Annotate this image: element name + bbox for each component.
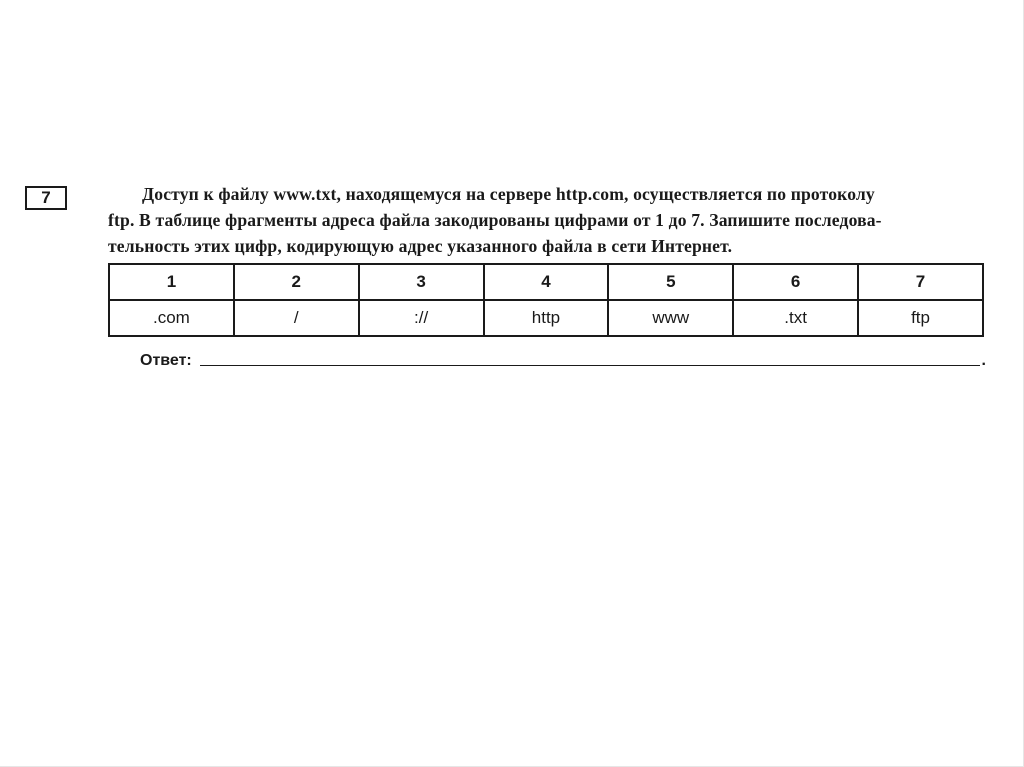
code-table-header-6: 6 (733, 264, 858, 300)
code-table-cell-4: http (484, 300, 609, 336)
code-table-value-row (109, 300, 983, 336)
task-text-line-2: ftp. В таблице фрагменты адреса файла закодированы цифрами от 1 до 7. Запишите последова- (108, 210, 882, 230)
code-table-header-row (109, 264, 983, 300)
code-table-cell-5: www (608, 300, 733, 336)
code-table (108, 263, 984, 337)
answer-line[interactable] (200, 364, 980, 366)
code-table-header-5: 5 (608, 264, 733, 300)
code-table-header-3: 3 (359, 264, 484, 300)
code-table-header-7: 7 (858, 264, 983, 300)
code-table-header-4: 4 (484, 264, 609, 300)
answer-label: Ответ: (140, 352, 192, 369)
code-table-cell-7: ftp (858, 300, 983, 336)
code-table-cell-6: .txt (733, 300, 858, 336)
answer-row (140, 346, 986, 370)
task-text-line-3: тельность этих цифр, кодирующую адрес указанного файла в сети Интернет. (108, 236, 733, 256)
code-table-cell-3: :// (359, 300, 484, 336)
answer-end-mark: . (981, 352, 986, 369)
task-text-line-1: Доступ к файлу www.txt, находящемуся на сервере http.com, осуществляется по протоколу (142, 184, 875, 204)
task-text (108, 181, 988, 259)
code-table-header-2: 2 (234, 264, 359, 300)
task-number-box: 7 (25, 186, 67, 210)
code-table-header-1: 1 (109, 264, 234, 300)
code-table-cell-2: / (234, 300, 359, 336)
code-table-cell-1: .com (109, 300, 234, 336)
